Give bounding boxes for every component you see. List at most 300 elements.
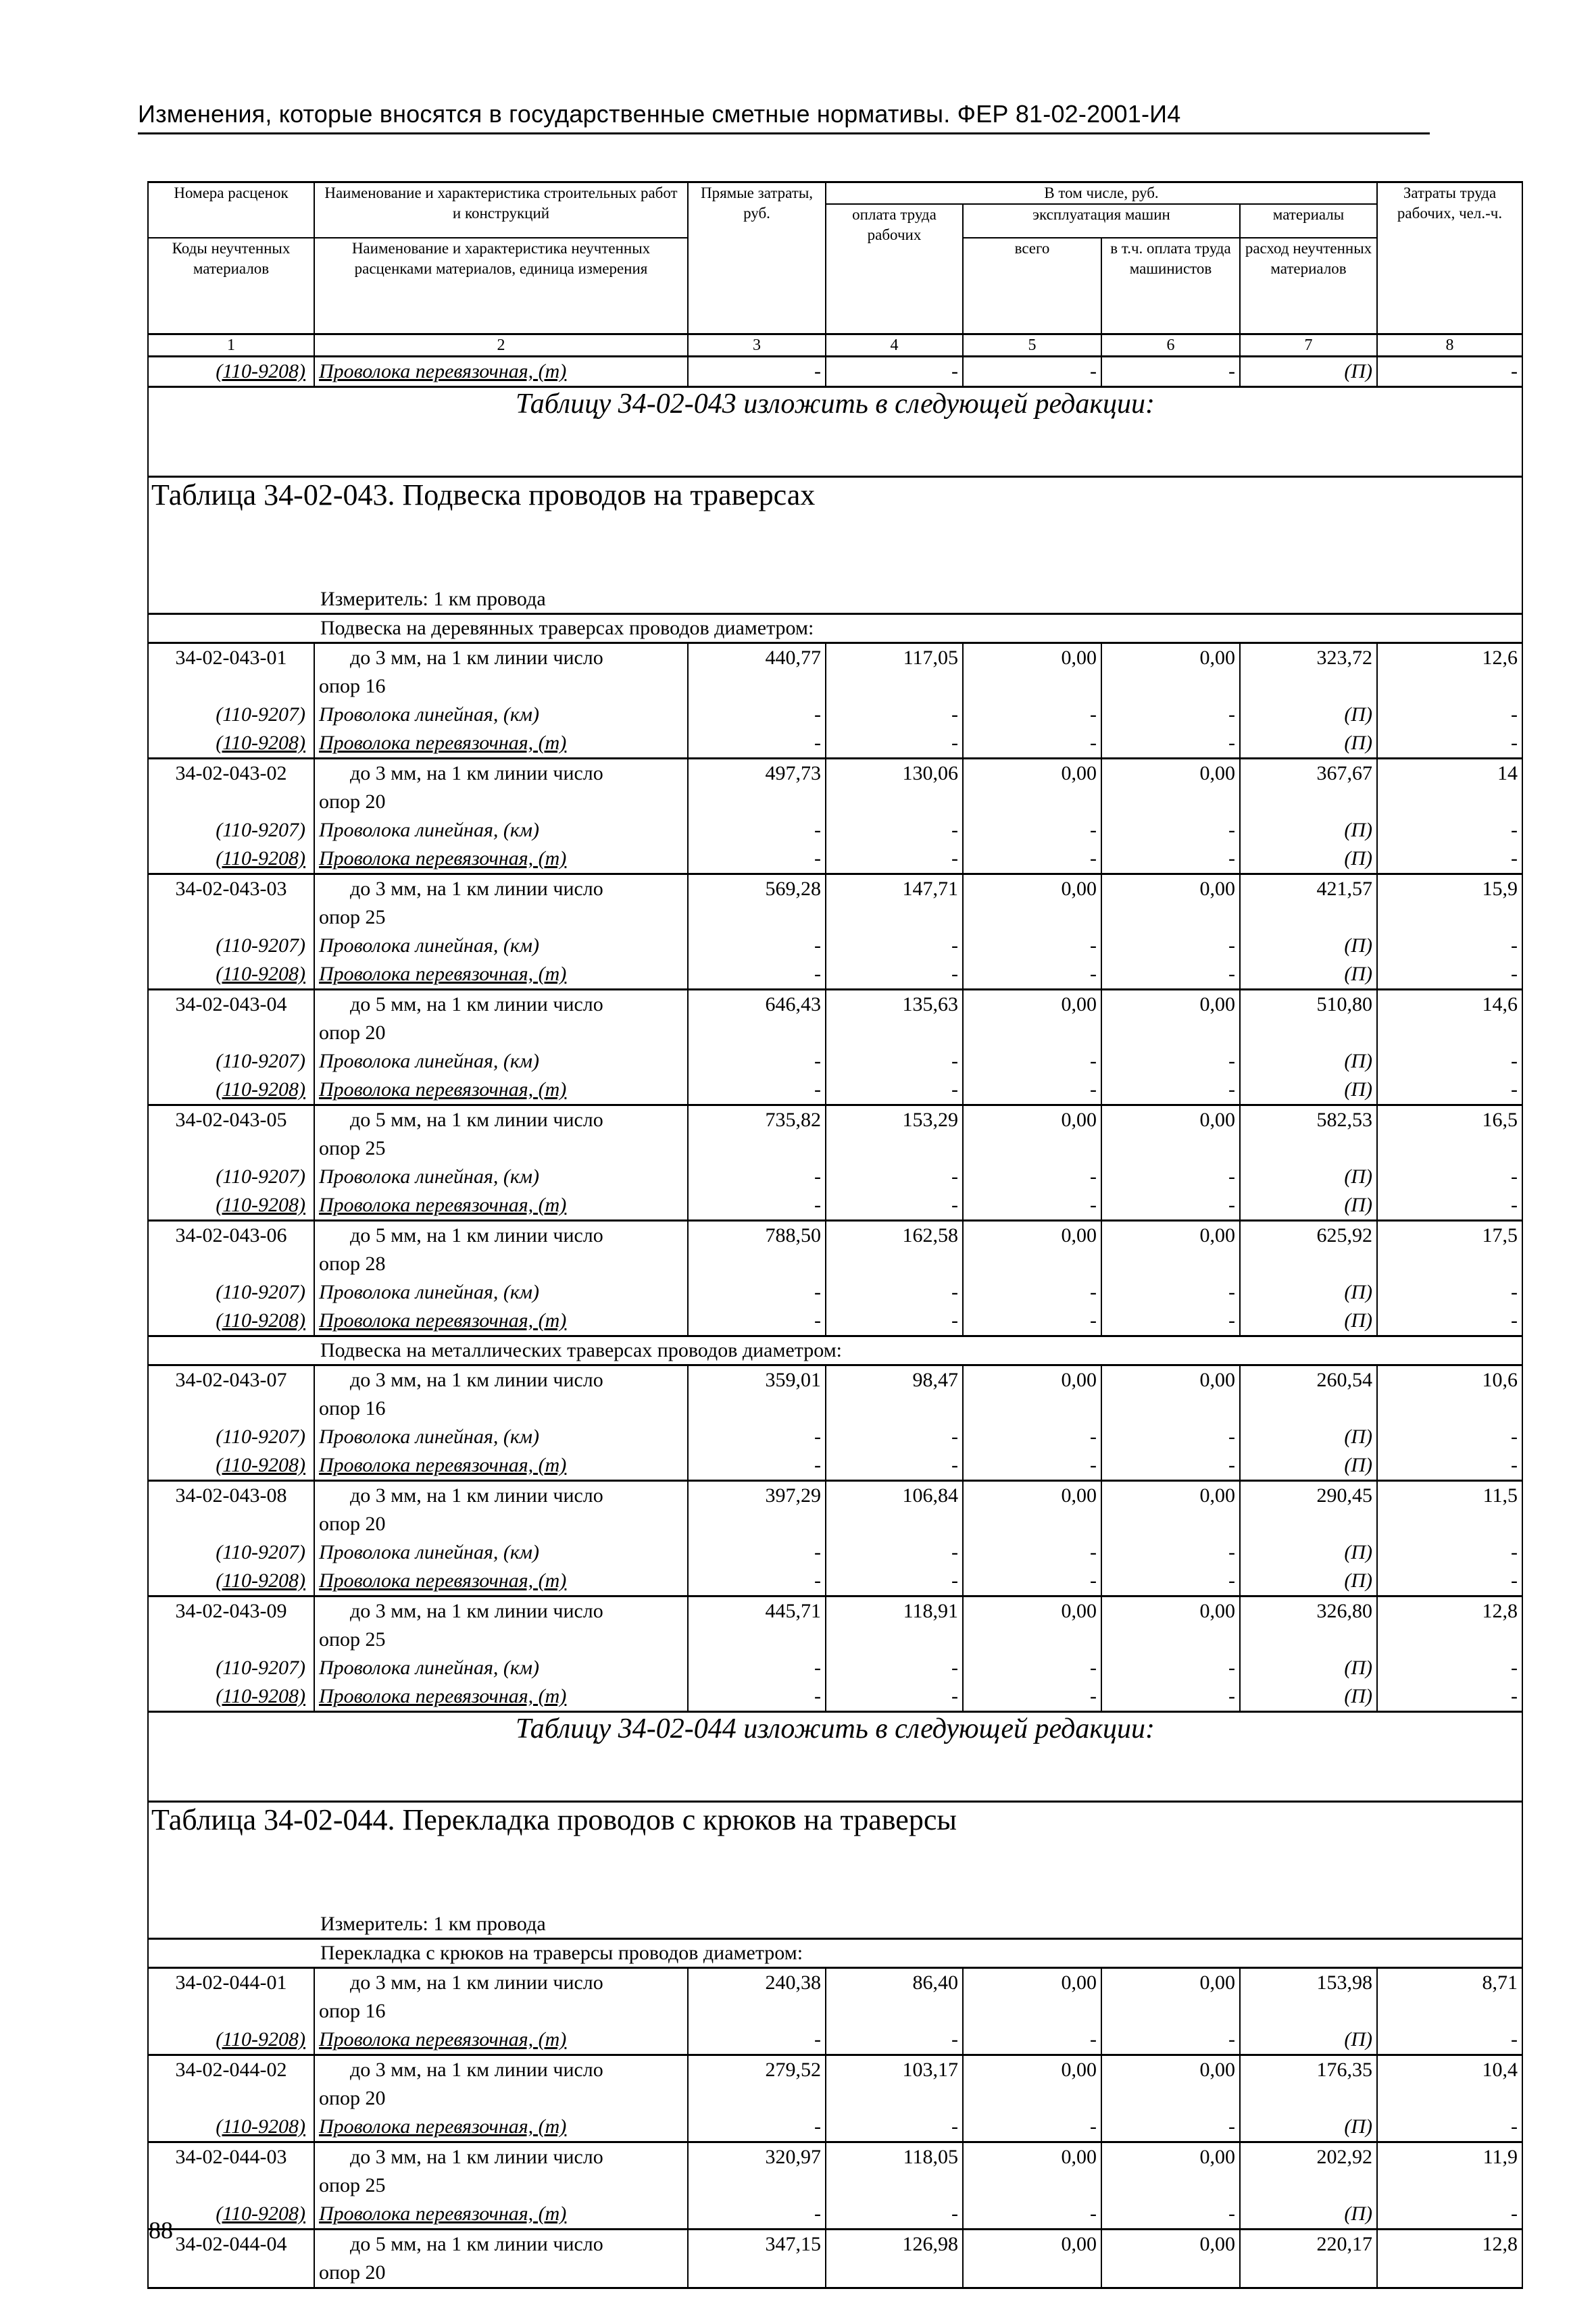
machine-total: 0,00 [963, 874, 1101, 904]
machine-labor: 0,00 [1101, 643, 1240, 673]
header-materials: материалы [1240, 204, 1377, 238]
materials-marker: (П) [1240, 816, 1377, 845]
material-name: Проволока перевязочная, (т) [314, 1191, 688, 1221]
norm-description-cont: опор 25 [314, 903, 688, 932]
header-col6: в т.ч. оплата труда машинистов [1101, 238, 1240, 334]
group-heading: Перекладка с крюков на траверсы проводов диаметром: [148, 1939, 1522, 1968]
norm-description-cont: опор 28 [314, 1250, 688, 1278]
materials-marker: (П) [1240, 960, 1377, 990]
norm-row-continuation [148, 672, 1522, 701]
dash: - [1377, 701, 1522, 729]
empty-cell [688, 788, 826, 816]
material-name: Проволока линейная, (км) [314, 1654, 688, 1682]
norm-row-continuation [148, 1997, 1522, 2026]
material-row [148, 701, 1522, 729]
labor-hours: - [1377, 357, 1522, 387]
group-heading-row [148, 614, 1522, 643]
dash: - [826, 2026, 963, 2055]
empty-cell [1240, 1626, 1377, 1654]
materials-marker: (П) [1240, 1682, 1377, 1712]
column-number: 1 [148, 334, 314, 357]
material-name: Проволока линейная, (км) [314, 701, 688, 729]
machine-total: 0,00 [963, 1596, 1101, 1626]
machine-labor: 0,00 [1101, 1365, 1240, 1395]
machine-labor: 0,00 [1101, 2230, 1240, 2259]
dash: - [1101, 1307, 1240, 1336]
labor-hours: 12,8 [1377, 1596, 1522, 1626]
empty-cell [1101, 788, 1240, 816]
norm-row-continuation [148, 1394, 1522, 1423]
empty-cell [1240, 672, 1377, 701]
dash: - [826, 1163, 963, 1191]
dash: - [1377, 1076, 1522, 1105]
direct-cost: 440,77 [688, 643, 826, 673]
empty-cell [826, 903, 963, 932]
material-row [148, 1423, 1522, 1451]
norm-row [148, 1596, 1522, 1626]
empty-cell [688, 1134, 826, 1163]
empty-cell [148, 903, 314, 932]
norm-row [148, 1105, 1522, 1135]
machine-labor: 0,00 [1101, 1596, 1240, 1626]
dash: - [1101, 1047, 1240, 1076]
dash: - [1377, 1538, 1522, 1567]
empty-cell [148, 1626, 314, 1654]
labor-cost: 153,29 [826, 1105, 963, 1135]
machine-total: - [963, 357, 1101, 387]
empty-cell [1240, 1250, 1377, 1278]
empty-cell [1240, 1019, 1377, 1047]
labor-cost: 86,40 [826, 1968, 963, 1998]
direct-cost: - [688, 357, 826, 387]
dash: - [688, 845, 826, 874]
norm-description: до 3 мм, на 1 км линии число [314, 1365, 688, 1395]
dash: - [826, 1538, 963, 1567]
material-name: Проволока перевязочная, (т) [314, 1451, 688, 1481]
machine-total: 0,00 [963, 2142, 1101, 2172]
dash: - [1101, 2026, 1240, 2055]
dash: - [826, 1654, 963, 1682]
dash: - [963, 1567, 1101, 1596]
dash: - [826, 1191, 963, 1221]
empty-cell [1240, 2084, 1377, 2113]
norm-description-cont: опор 20 [314, 1510, 688, 1538]
norm-code: 34-02-043-05 [148, 1105, 314, 1135]
dash: - [1101, 701, 1240, 729]
dash: - [1101, 2113, 1240, 2142]
empty-cell [1240, 2259, 1377, 2288]
dash: - [1377, 2113, 1522, 2142]
dash: - [1101, 1654, 1240, 1682]
material-name: Проволока перевязочная, (т) [314, 2026, 688, 2055]
material-row [148, 1307, 1522, 1336]
dash: - [826, 845, 963, 874]
material-row [148, 2113, 1522, 2142]
column-numbers-row [148, 334, 1522, 357]
norm-description: до 3 мм, на 1 км линии число [314, 759, 688, 788]
materials-cost: 260,54 [1240, 1365, 1377, 1395]
materials-marker: (П) [1240, 1278, 1377, 1307]
measure-row [148, 586, 1522, 614]
empty-cell [1377, 1250, 1522, 1278]
material-code: (110-9207) [148, 1278, 314, 1307]
machine-labor: 0,00 [1101, 1221, 1240, 1251]
material-name: Проволока линейная, (км) [314, 1047, 688, 1076]
dash: - [963, 932, 1101, 960]
dash: - [688, 1423, 826, 1451]
dash: - [963, 1163, 1101, 1191]
machine-labor: 0,00 [1101, 2142, 1240, 2172]
header-machines: эксплуатация машин [963, 204, 1240, 238]
empty-cell [688, 1250, 826, 1278]
dash: - [688, 729, 826, 759]
empty-cell [1101, 1019, 1240, 1047]
norm-code: 34-02-044-02 [148, 2055, 314, 2085]
materials-cost: 220,17 [1240, 2230, 1377, 2259]
column-number: 4 [826, 334, 963, 357]
labor-cost: 106,84 [826, 1481, 963, 1511]
norm-row [148, 2230, 1522, 2259]
materials-marker: (П) [1240, 1047, 1377, 1076]
empty-cell [148, 2259, 314, 2288]
materials-marker: (П) [1240, 1538, 1377, 1567]
dash: - [688, 2200, 826, 2230]
empty-cell [1101, 1626, 1240, 1654]
direct-cost: 497,73 [688, 759, 826, 788]
material-code: (110-9208) [148, 1191, 314, 1221]
dash: - [963, 1654, 1101, 1682]
machine-labor: 0,00 [1101, 990, 1240, 1020]
dash: - [1101, 1163, 1240, 1191]
materials-marker: (П) [1240, 1654, 1377, 1682]
material-code: (110-9208) [148, 1307, 314, 1336]
machine-labor: 0,00 [1101, 1968, 1240, 1998]
norm-description-cont: опор 20 [314, 1019, 688, 1047]
norm-row-continuation [148, 788, 1522, 816]
labor-hours: 14,6 [1377, 990, 1522, 1020]
dash: - [963, 1047, 1101, 1076]
dash: - [963, 1423, 1101, 1451]
column-number: 2 [314, 334, 688, 357]
dash: - [1377, 2026, 1522, 2055]
dash: - [826, 1567, 963, 1596]
empty-cell [826, 1997, 963, 2026]
column-number: 8 [1377, 334, 1522, 357]
dash: - [826, 816, 963, 845]
empty-cell [1377, 1134, 1522, 1163]
material-name: Проволока перевязочная, (т) [314, 845, 688, 874]
material-row [148, 1076, 1522, 1105]
direct-cost: 788,50 [688, 1221, 826, 1251]
norm-row [148, 643, 1522, 673]
empty-cell [148, 1510, 314, 1538]
empty-cell [688, 1394, 826, 1423]
norm-description: до 3 мм, на 1 км линии число [314, 1596, 688, 1626]
running-title: Изменения, которые вносятся в государственные сметные нормативы. ФЕР 81-02-2001-И4 [138, 100, 1181, 128]
instruction-text: Таблицу 34-02-044 изложить в следующей редакции: [148, 1712, 1522, 1802]
dash: - [1377, 1451, 1522, 1481]
material-name: Проволока перевязочная, (т) [314, 2200, 688, 2230]
machine-total: 0,00 [963, 2055, 1101, 2085]
dash: - [688, 1682, 826, 1712]
empty-cell [148, 1134, 314, 1163]
header-col5: всего [963, 238, 1101, 334]
materials-marker: (П) [1240, 1423, 1377, 1451]
column-number: 5 [963, 334, 1101, 357]
empty-cell [826, 1250, 963, 1278]
material-code: (110-9207) [148, 1538, 314, 1567]
norm-description: до 5 мм, на 1 км линии число [314, 1221, 688, 1251]
norm-row [148, 759, 1522, 788]
norm-row-continuation [148, 2171, 1522, 2200]
dash: - [1377, 1654, 1522, 1682]
materials-cost: 510,80 [1240, 990, 1377, 1020]
dash: - [1101, 1423, 1240, 1451]
empty-cell [1240, 1997, 1377, 2026]
measure-text: Измеритель: 1 км провода [148, 1911, 1522, 1939]
labor-cost: 118,91 [826, 1596, 963, 1626]
dash: - [688, 1307, 826, 1336]
labor-cost: 162,58 [826, 1221, 963, 1251]
dash: - [826, 932, 963, 960]
material-name: Проволока линейная, (км) [314, 1538, 688, 1567]
material-code: (110-9208) [148, 960, 314, 990]
norm-code: 34-02-043-08 [148, 1481, 314, 1511]
empty-cell [688, 672, 826, 701]
material-name: Проволока перевязочная, (т) [314, 357, 688, 387]
norm-description-cont: опор 25 [314, 1134, 688, 1163]
dash: - [1101, 816, 1240, 845]
direct-cost: 735,82 [688, 1105, 826, 1135]
material-row [148, 729, 1522, 759]
labor-hours: 17,5 [1377, 1221, 1522, 1251]
direct-cost: 569,28 [688, 874, 826, 904]
material-code: (110-9207) [148, 932, 314, 960]
empty-cell [1377, 672, 1522, 701]
empty-cell [148, 672, 314, 701]
labor-hours: 12,6 [1377, 643, 1522, 673]
dash: - [1377, 1191, 1522, 1221]
machine-labor: 0,00 [1101, 1105, 1240, 1135]
direct-cost: 646,43 [688, 990, 826, 1020]
empty-cell [1377, 1019, 1522, 1047]
empty-cell [826, 1626, 963, 1654]
material-code: (110-9208) [148, 2200, 314, 2230]
norm-code: 34-02-043-09 [148, 1596, 314, 1626]
dash: - [688, 932, 826, 960]
empty-cell [1101, 2171, 1240, 2200]
instruction-row [148, 1712, 1522, 1802]
machine-labor: 0,00 [1101, 1481, 1240, 1511]
empty-cell [1101, 1510, 1240, 1538]
header-col3: Прямые затраты, руб. [688, 182, 826, 334]
material-row [148, 1278, 1522, 1307]
empty-cell [688, 1997, 826, 2026]
empty-cell [1377, 2084, 1522, 2113]
materials-marker: (П) [1240, 1307, 1377, 1336]
dash: - [963, 1191, 1101, 1221]
empty-cell [1377, 1394, 1522, 1423]
material-name: Проволока перевязочная, (т) [314, 1307, 688, 1336]
empty-cell [1101, 1250, 1240, 1278]
material-name: Проволока перевязочная, (т) [314, 960, 688, 990]
empty-cell [963, 903, 1101, 932]
dash: - [963, 729, 1101, 759]
empty-cell [1377, 1626, 1522, 1654]
norm-row-continuation [148, 2084, 1522, 2113]
norm-description: до 3 мм, на 1 км линии число [314, 2055, 688, 2085]
material-code: (110-9208) [148, 1076, 314, 1105]
material-code: (110-9208) [148, 2113, 314, 2142]
norm-code: 34-02-044-03 [148, 2142, 314, 2172]
empty-cell [688, 2084, 826, 2113]
dash: - [1377, 932, 1522, 960]
dash: - [1101, 1191, 1240, 1221]
empty-cell [148, 1250, 314, 1278]
dash: - [1101, 1076, 1240, 1105]
measure-row [148, 1911, 1522, 1939]
materials-cost: 582,53 [1240, 1105, 1377, 1135]
dash: - [826, 1047, 963, 1076]
table-title-row [148, 477, 1522, 586]
norm-code: 34-02-043-01 [148, 643, 314, 673]
materials-marker: (П) [1240, 1076, 1377, 1105]
dash: - [963, 845, 1101, 874]
machine-total: 0,00 [963, 1221, 1101, 1251]
norm-description: до 3 мм, на 1 км линии число [314, 2142, 688, 2172]
norm-description: до 5 мм, на 1 км линии число [314, 1105, 688, 1135]
empty-cell [1377, 2171, 1522, 2200]
empty-cell [1377, 788, 1522, 816]
table-title: Таблица 34-02-043. Подвеска проводов на траверсах [148, 477, 1522, 586]
norm-code: 34-02-043-07 [148, 1365, 314, 1395]
material-row [148, 1163, 1522, 1191]
empty-cell [826, 2259, 963, 2288]
norm-row-continuation [148, 1134, 1522, 1163]
norm-row [148, 1221, 1522, 1251]
column-number: 7 [1240, 334, 1377, 357]
empty-cell [963, 1626, 1101, 1654]
materials-cost: 176,35 [1240, 2055, 1377, 2085]
empty-cell [1240, 788, 1377, 816]
dash: - [963, 2113, 1101, 2142]
header-col4: оплата труда рабочих [826, 204, 963, 334]
materials-marker: (П) [1240, 701, 1377, 729]
material-row [148, 1567, 1522, 1596]
header-col1-bottom: Коды неучтенных материалов [148, 238, 314, 334]
machine-labor: 0,00 [1101, 759, 1240, 788]
machine-total: 0,00 [963, 643, 1101, 673]
material-row [148, 1538, 1522, 1567]
materials-cost: 421,57 [1240, 874, 1377, 904]
norm-code: 34-02-044-04 [148, 2230, 314, 2259]
norm-row-continuation [148, 903, 1522, 932]
dash: - [963, 960, 1101, 990]
material-row [148, 816, 1522, 845]
empty-cell [963, 1134, 1101, 1163]
dash: - [1377, 960, 1522, 990]
dash: - [826, 1307, 963, 1336]
material-name: Проволока линейная, (км) [314, 816, 688, 845]
norm-description: до 5 мм, на 1 км линии число [314, 990, 688, 1020]
empty-cell [688, 903, 826, 932]
empty-cell [1101, 2084, 1240, 2113]
header-col2-top: Наименование и характеристика строительных работ и конструкций [314, 182, 688, 238]
norm-description-cont: опор 25 [314, 2171, 688, 2200]
machine-total: 0,00 [963, 1968, 1101, 1998]
column-number: 3 [688, 334, 826, 357]
empty-cell [826, 1019, 963, 1047]
labor-hours: 16,5 [1377, 1105, 1522, 1135]
materials-marker: (П) [1240, 2113, 1377, 2142]
labor-hours: 15,9 [1377, 874, 1522, 904]
norm-row [148, 2055, 1522, 2085]
empty-cell [148, 2084, 314, 2113]
dash: - [963, 1538, 1101, 1567]
material-code: (110-9208) [148, 1682, 314, 1712]
norm-row-continuation [148, 1250, 1522, 1278]
header-incl: В том числе, руб. [826, 182, 1377, 205]
group-heading: Подвеска на металлических траверсах проводов диаметром: [148, 1336, 1522, 1365]
norm-description: до 3 мм, на 1 км линии число [314, 874, 688, 904]
dash: - [963, 701, 1101, 729]
material-row [148, 1682, 1522, 1712]
dash: - [688, 701, 826, 729]
dash: - [826, 1682, 963, 1712]
norm-row-continuation [148, 2259, 1522, 2288]
dash: - [1377, 845, 1522, 874]
materials-cost: 326,80 [1240, 1596, 1377, 1626]
empty-cell [963, 1394, 1101, 1423]
empty-cell [1377, 2259, 1522, 2288]
material-name: Проволока перевязочная, (т) [314, 2113, 688, 2142]
material-code: (110-9208) [148, 1567, 314, 1596]
materials-marker: (П) [1240, 1163, 1377, 1191]
group-heading: Подвеска на деревянных траверсах проводов диаметром: [148, 614, 1522, 643]
material-name: Проволока перевязочная, (т) [314, 1076, 688, 1105]
dash: - [688, 2026, 826, 2055]
dash: - [688, 1191, 826, 1221]
material-row [148, 2026, 1522, 2055]
empty-cell [963, 788, 1101, 816]
empty-cell [826, 2084, 963, 2113]
labor-cost: 103,17 [826, 2055, 963, 2085]
material-code: (110-9207) [148, 816, 314, 845]
dash: - [826, 1278, 963, 1307]
material-name: Проволока перевязочная, (т) [314, 1567, 688, 1596]
machine-labor: - [1101, 357, 1240, 387]
materials-marker: (П) [1240, 1451, 1377, 1481]
norm-code: 34-02-043-02 [148, 759, 314, 788]
material-code: (110-9208) [148, 1451, 314, 1481]
norm-code: 34-02-044-01 [148, 1968, 314, 1998]
empty-cell [1240, 1394, 1377, 1423]
dash: - [1377, 1307, 1522, 1336]
material-code: (110-9207) [148, 1654, 314, 1682]
materials-marker: (П) [1240, 357, 1377, 387]
empty-cell [688, 2171, 826, 2200]
empty-cell [148, 1394, 314, 1423]
norm-row-continuation [148, 1510, 1522, 1538]
empty-cell [148, 1997, 314, 2026]
dash: - [826, 701, 963, 729]
norm-description-cont: опор 16 [314, 672, 688, 701]
direct-cost: 445,71 [688, 1596, 826, 1626]
norm-description-cont: опор 20 [314, 788, 688, 816]
dash: - [1377, 1423, 1522, 1451]
norm-description: до 3 мм, на 1 км линии число [314, 1481, 688, 1511]
empty-cell [1101, 1997, 1240, 2026]
